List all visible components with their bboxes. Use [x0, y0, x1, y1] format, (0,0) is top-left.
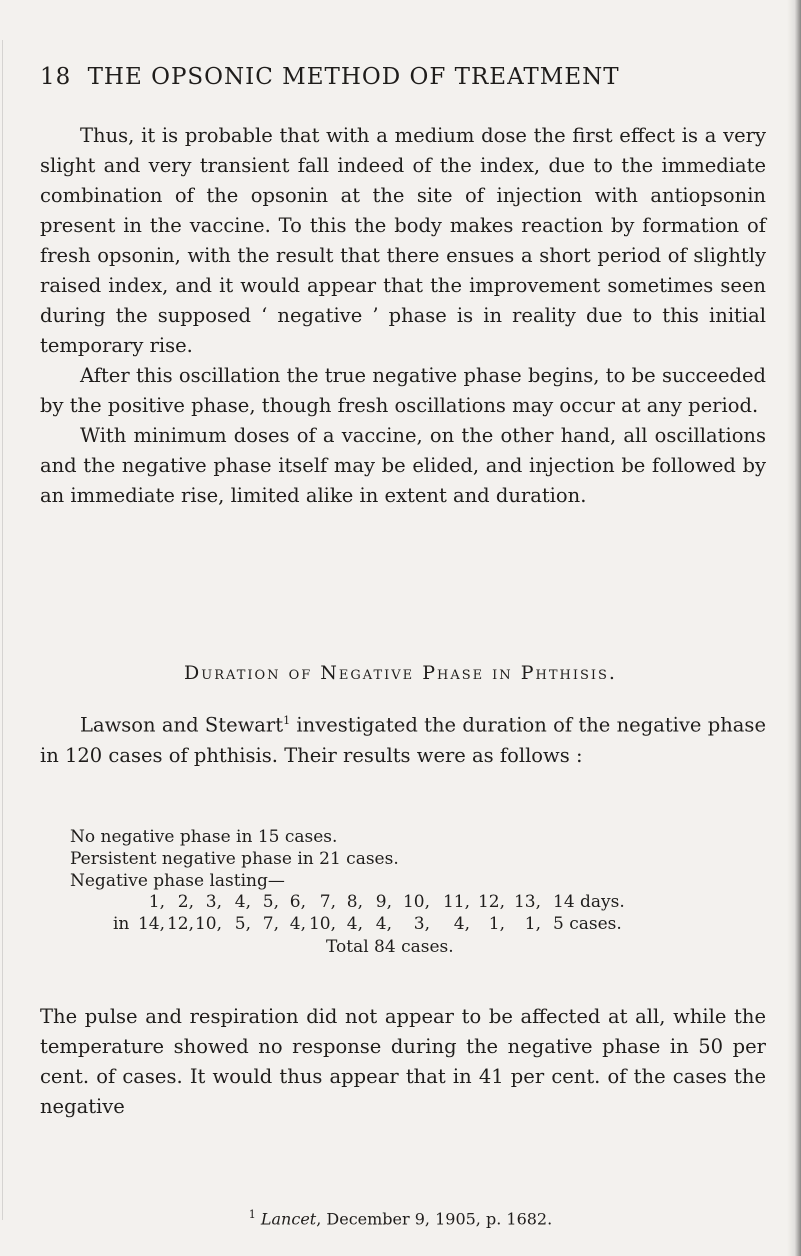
body-text-top — [40, 121, 766, 511]
page-gutter-line — [2, 40, 3, 1220]
cases-cell: 12, — [166, 914, 194, 934]
intro-text-after: investigated the duration of the negative phase in 120 cases of phthisis. Their results were as follows : — [40, 713, 766, 767]
paragraph: With minimum doses of a vaccine, on the other hand, all oscillations and the negative phase itself may be elided, and injection be followed by an immediate rise, limited alike in extent and duration. — [40, 424, 766, 507]
intro-text-before: Lawson and Stewart — [80, 713, 284, 737]
section-heading: Duration of Negative Phase in Phthisis. — [184, 662, 617, 684]
days-cell: 9, — [375, 892, 392, 912]
cases-cell: 1, — [488, 914, 505, 934]
results-block — [70, 826, 399, 892]
cases-cell: 4, — [346, 914, 363, 934]
days-cell: 4, — [234, 892, 251, 912]
days-cell: 8, — [346, 892, 363, 912]
running-title: THE OPSONIC METHOD OF TREATMENT — [87, 64, 620, 90]
cases-cell: 10, — [308, 914, 336, 934]
cases-cell: 3, — [413, 914, 430, 934]
days-cell: 12, — [477, 892, 505, 912]
cases-cell: 4, — [375, 914, 392, 934]
results-total-block — [326, 936, 454, 958]
body-text-bottom — [40, 1002, 766, 1122]
days-cell: 10, — [402, 892, 430, 912]
footnote-ref: 1 — [283, 714, 291, 727]
days-cell: 11, — [442, 892, 470, 912]
days-cell: 13, — [513, 892, 541, 912]
days-cell: 3, — [205, 892, 222, 912]
cases-cell: 4, — [289, 914, 306, 934]
days-cell: 1, — [148, 892, 165, 912]
cases-cell: 5, — [234, 914, 251, 934]
cases-cell: 1, — [524, 914, 541, 934]
footnote-source: Lancet — [260, 1209, 317, 1229]
footnote-rest: , December 9, 1905, p. 1682. — [316, 1209, 553, 1229]
cases-cell: 7, — [262, 914, 279, 934]
result-line: No negative phase in 15 cases. — [70, 827, 338, 847]
paragraph: Thus, it is probable that with a medium dose the first effect is a very slight and very transient fall indeed of the index, due to the immediate combination of the opsonin at the site of injection with antiopsonin present in the vaccine. To this the body makes reaction by formation of fresh opsonin, with the result that there ensues a short period of slightly raised index, and it would appear that the improvement sometimes seen during the supposed ‘ negative ’ phase is in reality due to this initial temporary rise. — [40, 124, 766, 357]
body-text-intro — [40, 706, 766, 771]
cases-cell: 4, — [453, 914, 470, 934]
result-total: Total 84 cases. — [326, 937, 454, 957]
result-line: Negative phase lasting— — [70, 871, 285, 891]
cases-cell: 10, — [194, 914, 222, 934]
result-line: Persistent negative phase in 21 cases. — [70, 849, 399, 869]
page-edge-shadow — [787, 0, 801, 1256]
footnote-mark: 1 — [248, 1208, 256, 1221]
days-cell: 2, — [177, 892, 194, 912]
running-header — [40, 64, 740, 90]
page-number: 18 — [40, 64, 72, 90]
cases-prefix: in — [113, 914, 130, 934]
cases-cell: 14, — [137, 914, 165, 934]
paragraph: The pulse and respiration did not appear to be affected at all, while the temperature showed no response during the negative phase in 50 per cent. of cases. It would thus appear that in 41 per cent. of the cases the negative — [40, 1005, 766, 1118]
days-cell: 7, — [319, 892, 336, 912]
cases-cell: 5 cases. — [553, 914, 622, 934]
days-cell: 14 days. — [553, 892, 625, 912]
days-cell: 5, — [262, 892, 279, 912]
footnote — [0, 1208, 801, 1228]
paragraph-intro — [40, 706, 766, 771]
paragraph: After this oscillation the true negative phase begins, to be succeeded by the positive phase, though fresh oscillations may occur at any period. — [40, 364, 766, 417]
days-cell: 6, — [289, 892, 306, 912]
